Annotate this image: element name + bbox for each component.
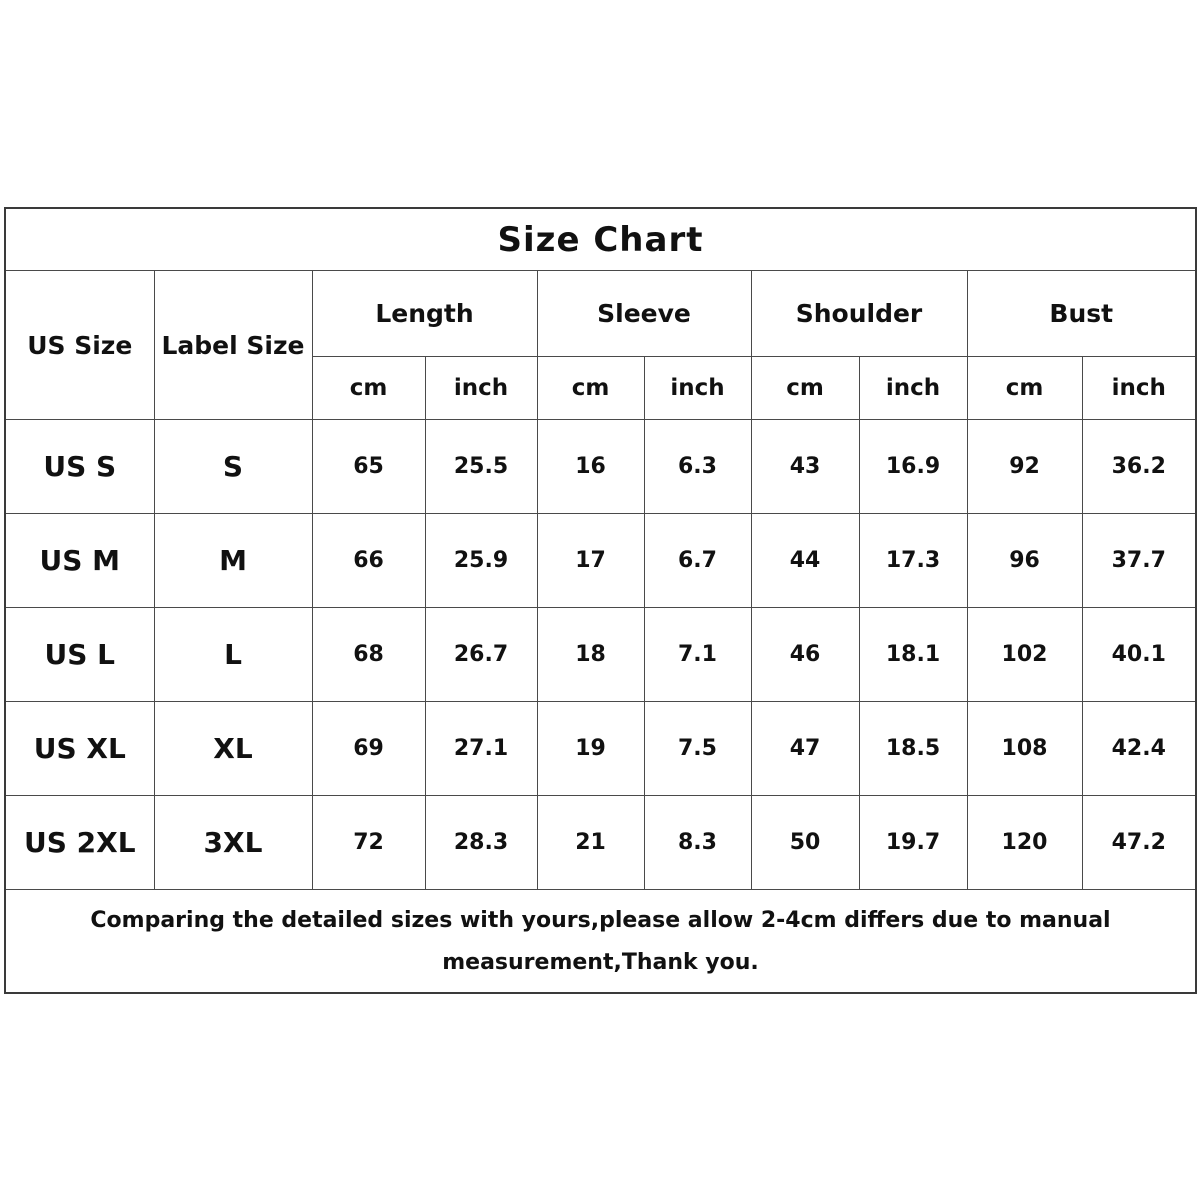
unit-header: cm <box>537 357 644 420</box>
unit-header: inch <box>1082 357 1195 420</box>
label-size-cell: S <box>154 420 312 514</box>
value-cell: 44 <box>751 514 859 608</box>
us-size-cell: US M <box>6 514 154 608</box>
value-cell: 16.9 <box>859 420 967 514</box>
unit-header: inch <box>644 357 751 420</box>
value-cell: 96 <box>967 514 1082 608</box>
value-cell: 40.1 <box>1082 608 1195 702</box>
value-cell: 27.1 <box>425 702 537 796</box>
value-cell: 69 <box>312 702 425 796</box>
table-row <box>6 702 1195 796</box>
value-cell: 19 <box>537 702 644 796</box>
value-cell: 7.1 <box>644 608 751 702</box>
value-cell: 17 <box>537 514 644 608</box>
value-cell: 50 <box>751 796 859 890</box>
unit-header: inch <box>425 357 537 420</box>
unit-header: cm <box>967 357 1082 420</box>
label-size-cell: XL <box>154 702 312 796</box>
unit-header: cm <box>751 357 859 420</box>
value-cell: 6.7 <box>644 514 751 608</box>
value-cell: 92 <box>967 420 1082 514</box>
value-cell: 16 <box>537 420 644 514</box>
value-cell: 47.2 <box>1082 796 1195 890</box>
value-cell: 18.1 <box>859 608 967 702</box>
value-cell: 17.3 <box>859 514 967 608</box>
value-cell: 43 <box>751 420 859 514</box>
value-cell: 72 <box>312 796 425 890</box>
label-size-cell: 3XL <box>154 796 312 890</box>
chart-title: Size Chart <box>6 209 1195 271</box>
us-size-cell: US XL <box>6 702 154 796</box>
value-cell: 36.2 <box>1082 420 1195 514</box>
table-row <box>6 796 1195 890</box>
value-cell: 18.5 <box>859 702 967 796</box>
value-cell: 21 <box>537 796 644 890</box>
value-cell: 120 <box>967 796 1082 890</box>
table-row <box>6 514 1195 608</box>
us-size-cell: US S <box>6 420 154 514</box>
value-cell: 7.5 <box>644 702 751 796</box>
unit-header: inch <box>859 357 967 420</box>
value-cell: 25.9 <box>425 514 537 608</box>
size-chart-table <box>6 209 1195 993</box>
label-size-cell: M <box>154 514 312 608</box>
unit-header: cm <box>312 357 425 420</box>
value-cell: 26.7 <box>425 608 537 702</box>
value-cell: 102 <box>967 608 1082 702</box>
us-size-cell: US L <box>6 608 154 702</box>
value-cell: 37.7 <box>1082 514 1195 608</box>
value-cell: 47 <box>751 702 859 796</box>
value-cell: 46 <box>751 608 859 702</box>
value-cell: 19.7 <box>859 796 967 890</box>
header-shoulder: Shoulder <box>751 271 967 357</box>
value-cell: 65 <box>312 420 425 514</box>
value-cell: 68 <box>312 608 425 702</box>
value-cell: 66 <box>312 514 425 608</box>
value-cell: 28.3 <box>425 796 537 890</box>
value-cell: 18 <box>537 608 644 702</box>
value-cell: 42.4 <box>1082 702 1195 796</box>
table-row <box>6 420 1195 514</box>
header-bust: Bust <box>967 271 1195 357</box>
header-us-size: US Size <box>6 271 154 420</box>
table-row <box>6 608 1195 702</box>
header-label-size: Label Size <box>154 271 312 420</box>
value-cell: 6.3 <box>644 420 751 514</box>
measurement-note: Comparing the detailed sizes with yours,please allow 2-4cm differs due to manual measurement,Thank you. <box>6 890 1195 994</box>
label-size-cell: L <box>154 608 312 702</box>
value-cell: 108 <box>967 702 1082 796</box>
header-sleeve: Sleeve <box>537 271 751 357</box>
header-length: Length <box>312 271 537 357</box>
value-cell: 8.3 <box>644 796 751 890</box>
value-cell: 25.5 <box>425 420 537 514</box>
size-chart <box>4 207 1197 994</box>
us-size-cell: US 2XL <box>6 796 154 890</box>
